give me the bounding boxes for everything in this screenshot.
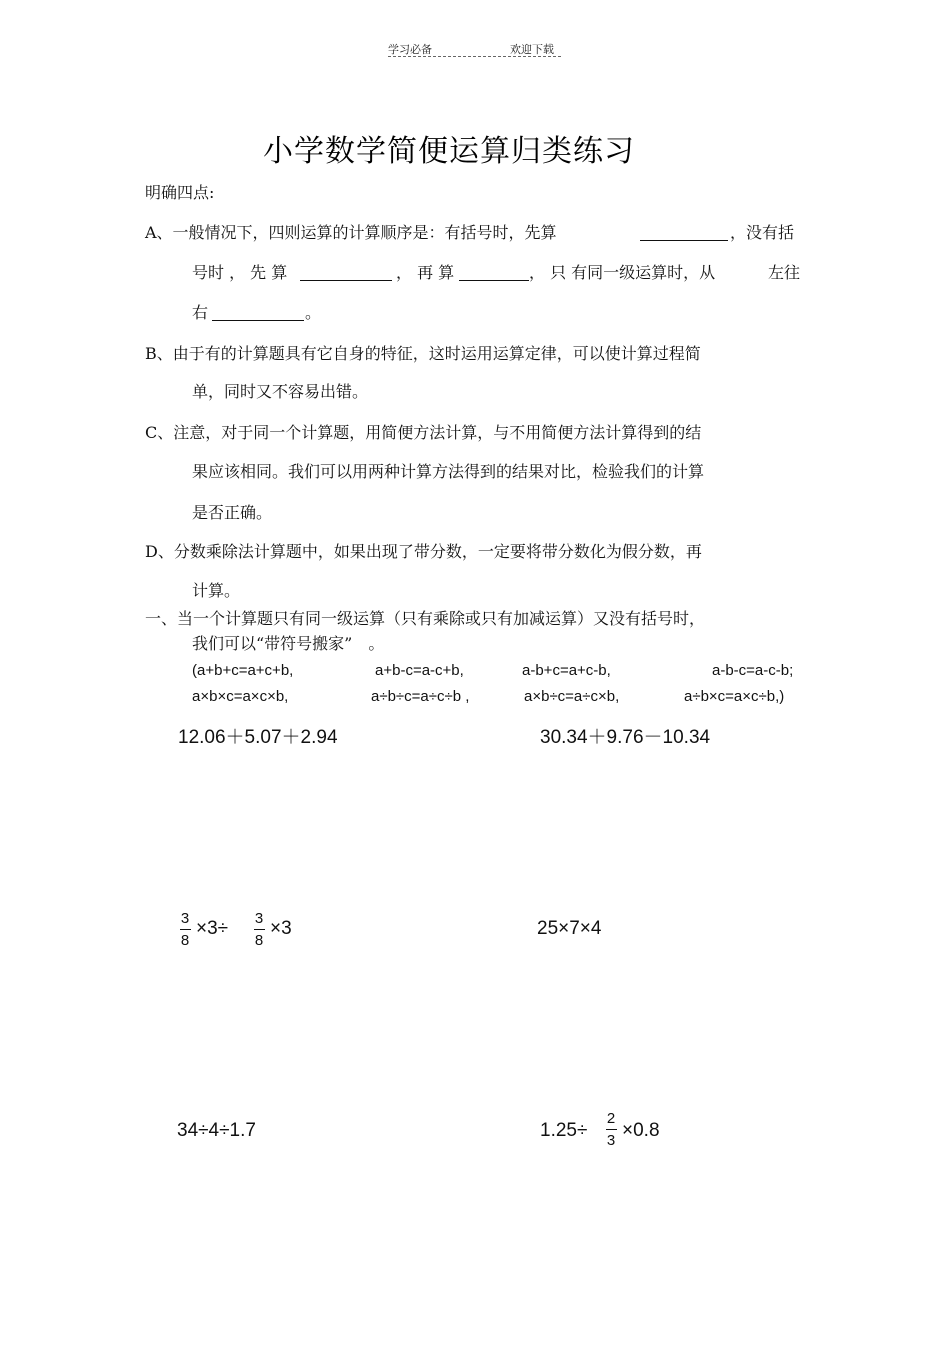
fraction-denominator: 8 [180,932,190,949]
rule-add-1: (a+b+c=a+c+b, [192,662,294,679]
intro-label: 明确四点: [145,183,215,202]
point-b-line2: 单，同时又不容易出错。 [192,382,369,401]
rule-mul-4: a÷b×c=a×c÷b,) [684,688,785,705]
header-left-text: 学习必备 [388,43,432,56]
problem-5: 34÷4÷1.7 [177,1120,256,1141]
fraction-numerator: 3 [180,910,190,927]
blank-a4[interactable] [212,305,304,321]
point-b-line1: B、由于有的计算题具有它自身的特征，这时运用运算定律，可以使计算过程简 [145,344,701,363]
problem-2: 30.34＋9.76－10.34 [540,727,711,748]
point-c-line3: 是否正确。 [192,503,273,522]
section1-line1: 一、当一个计算题只有同一级运算（只有乘除或只有加减运算）又没有括号时， [145,609,706,628]
header-right-text: 欢迎下载 [510,43,554,56]
point-a-line3-a: 右 [192,303,209,322]
problem-3-fraction-1 [178,910,192,949]
blank-a3[interactable] [459,265,529,281]
point-c-line2: 果应该相同。我们可以用两种计算方法得到的结果对比，检验我们的计算 [192,462,705,481]
point-a-line1-end: ，没有括 [730,223,795,242]
fraction-bar [254,929,265,930]
point-d-line1: D、分数乘除法计算题中，如果出现了带分数，一定要将带分数化为假分数，再 [145,542,702,561]
rule-mul-1: a×b×c=a×c×b, [192,688,289,705]
rule-add-2: a+b-c=a-c+b, [375,662,464,679]
rule-mul-2: a÷b÷c=a÷c÷b , [371,688,470,705]
fraction-bar [180,929,191,930]
point-a-line2-a: 号时 ， 先 算 [192,263,288,282]
problem-1: 12.06＋5.07＋2.94 [178,727,338,748]
problem-3-fraction-2 [252,910,266,949]
point-a-line2-c: ， 只 有同一级运算时，从 [529,263,716,282]
point-d-line2: 计算。 [192,581,241,600]
point-a-line3-end: 。 [305,303,322,322]
rule-mul-3: a×b÷c=a÷c×b, [524,688,620,705]
point-a-line2-d: 左往 [768,263,801,282]
rule-add-3: a-b+c=a+c-b, [522,662,611,679]
fraction-denominator: 3 [606,1132,616,1149]
section1-line2: 我们可以“带符号搬家” 。 [192,634,385,653]
problem-3-end: ×3 [270,918,292,939]
rule-add-4: a-b-c=a-c-b; [712,662,794,679]
problem-6-end: ×0.8 [622,1120,660,1141]
header-divider [388,56,561,57]
page-title: 小学数学简便运算归类练习 [263,134,635,169]
problem-6-start: 1.25÷ [540,1120,588,1141]
fraction-bar [606,1129,617,1130]
blank-a2[interactable] [300,265,392,281]
point-a-line2-b: ， 再 算 [396,263,455,282]
problem-3-middle: ×3÷ [196,918,229,939]
blank-a1[interactable] [640,225,728,241]
problem-6-fraction [604,1110,618,1149]
fraction-denominator: 8 [254,932,264,949]
point-a-line1: A、一般情况下，四则运算的计算顺序是：有括号时，先算 [145,223,557,242]
fraction-numerator: 2 [606,1110,616,1127]
fraction-numerator: 3 [254,910,264,927]
problem-4: 25×7×4 [537,918,602,939]
point-c-line1: C、注意，对于同一个计算题，用简便方法计算，与不用简便方法计算得到的结 [145,423,702,442]
